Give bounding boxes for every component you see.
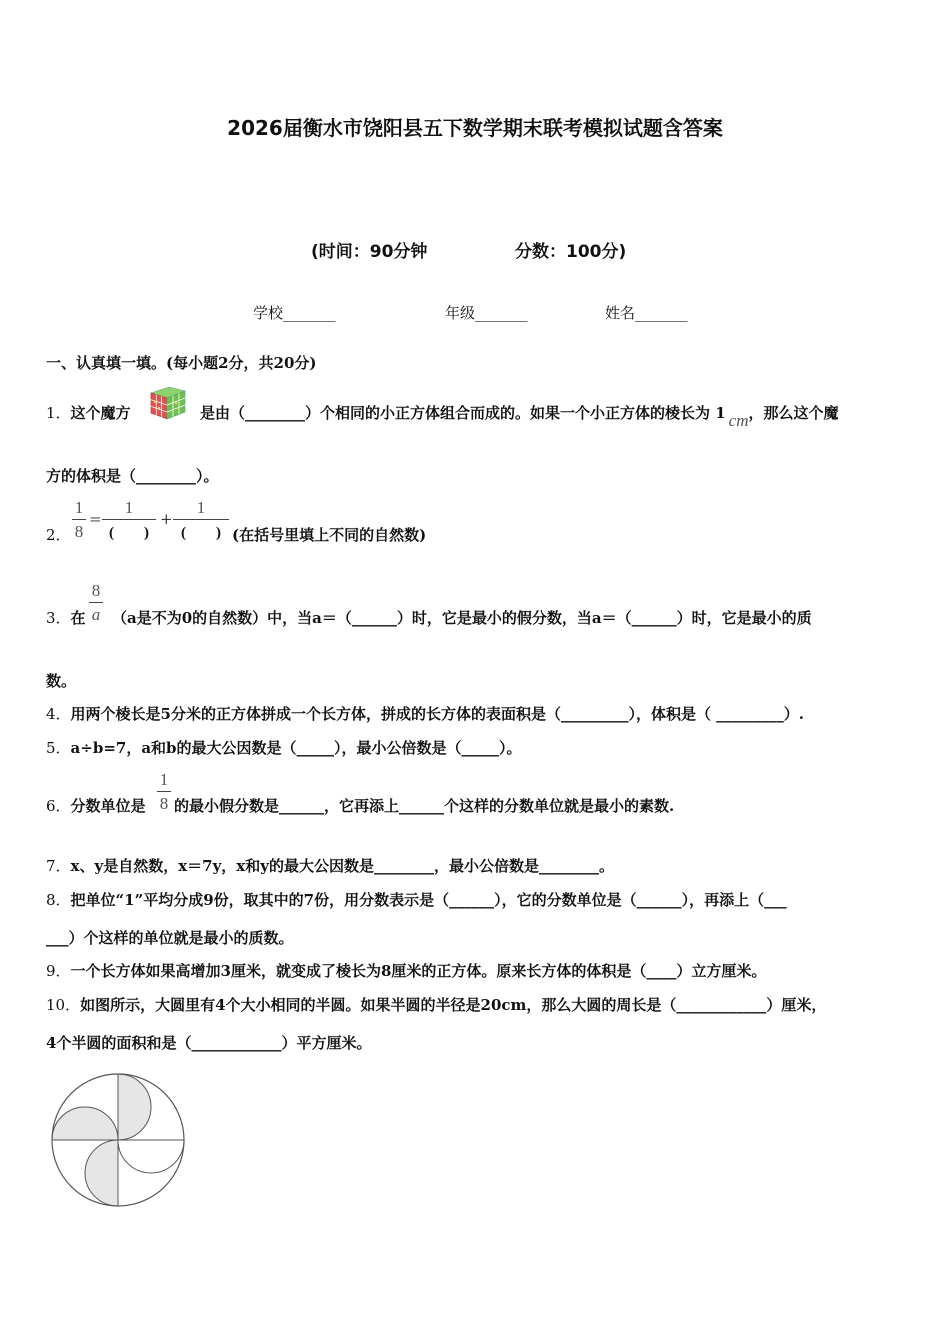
q6-line-start bbox=[46, 795, 146, 816]
q1-text-a: 这个魔方 bbox=[70, 404, 131, 422]
q4-line bbox=[46, 703, 804, 724]
section-heading: 一、认真填一填。(每小题2分，共20分) bbox=[46, 354, 317, 372]
q2-f3-numerator: 1 bbox=[196, 498, 206, 517]
q4-number: 4． bbox=[46, 705, 71, 723]
q1-unit: cm bbox=[728, 411, 749, 430]
page-title: 2026届衡水市饶阳县五下数学期末联考模拟试题含答案 bbox=[227, 116, 723, 140]
q2-f1-denominator: 8 bbox=[74, 522, 84, 541]
q6-number: 6． bbox=[46, 797, 71, 815]
q6-denominator: 8 bbox=[159, 794, 169, 813]
q6-numerator: 1 bbox=[159, 770, 169, 789]
q5-text: a÷b=7，a和b的最大公因数是（_____），最小公倍数是（_____）。 bbox=[70, 739, 522, 757]
q2-fraction-2 bbox=[102, 499, 156, 541]
q6-text-b: 的最小假分数是______，它再添上______个这样的分数单位就是最小的素数. bbox=[174, 797, 675, 815]
school-field: 学校_______ bbox=[253, 304, 336, 322]
q3-number: 3． bbox=[46, 609, 71, 627]
q3-line1-start bbox=[46, 607, 86, 628]
q2-f2-denominator: ( ) bbox=[109, 525, 149, 541]
q6-text-a: 分数单位是 bbox=[70, 797, 146, 815]
q2-f2-numerator: 1 bbox=[124, 498, 134, 517]
q8-text-a: 把单位“1”平均分成9份，取其中的7份，用分数表示是（______），它的分数单位是（______），再添上（___ bbox=[70, 891, 787, 909]
q2-fraction-3 bbox=[173, 499, 229, 541]
q1-number: 1． bbox=[46, 404, 71, 422]
q1-line2: 方的体积是（________）。 bbox=[46, 467, 219, 485]
q3-denominator: a bbox=[91, 605, 101, 624]
rubiks-cube-image bbox=[147, 381, 189, 423]
q1-text-b: 是由（________）个相同的小正方体组合而成的。如果一个小正方体的棱长为 1 bbox=[200, 404, 726, 422]
q7-line bbox=[46, 855, 614, 876]
q2-number: 2． bbox=[46, 526, 71, 544]
name-field: 姓名_______ bbox=[605, 304, 688, 322]
q6-fraction bbox=[157, 771, 171, 812]
q1-line1-cont bbox=[200, 402, 839, 430]
q9-line bbox=[46, 960, 766, 981]
q3-numerator: 8 bbox=[91, 581, 101, 600]
q5-number: 5． bbox=[46, 739, 71, 757]
q2-instruction: (在括号里填上不同的自然数) bbox=[232, 526, 427, 544]
q2-fraction-1 bbox=[72, 499, 86, 540]
half-circle-right bbox=[118, 1140, 184, 1173]
q2-f3-denominator: ( ) bbox=[181, 525, 221, 541]
q8-number: 8． bbox=[46, 891, 71, 909]
q8-line2: ___）个这样的单位就是最小的质数。 bbox=[46, 929, 294, 947]
q9-number: 9． bbox=[46, 962, 71, 980]
circle-figure bbox=[49, 1071, 187, 1209]
q2-equals: = bbox=[89, 510, 102, 528]
q10-number: 10． bbox=[46, 996, 81, 1014]
q2-plus: + bbox=[160, 510, 173, 528]
q3-text-a: 在 bbox=[70, 609, 86, 627]
half-circle-left bbox=[52, 1107, 118, 1140]
q8-line1 bbox=[46, 889, 787, 910]
q1-text-c: ，那么这个魔 bbox=[748, 404, 839, 422]
q3-text-b: （a是不为0的自然数）中，当a＝（______）时，它是最小的假分数，当a＝（______）时，它是最小的质 bbox=[112, 609, 812, 627]
q2-f1-numerator: 1 bbox=[74, 498, 84, 517]
exam-time: (时间：90分钟 bbox=[311, 242, 428, 262]
half-circle-bottom bbox=[85, 1140, 118, 1206]
q10-text-a: 如图所示，大圆里有4个大小相同的半圆。如果半圆的半径是20cm，那么大圆的周长是（____________）厘米， bbox=[80, 996, 827, 1014]
q3-line2: 数。 bbox=[46, 672, 77, 690]
grade-field: 年级_______ bbox=[445, 304, 528, 322]
q7-text: x、y是自然数，x＝7y，x和y的最大公因数是________，最小公倍数是________。 bbox=[70, 857, 614, 875]
q10-line2: 4个半圆的面积和是（____________）平方厘米。 bbox=[46, 1034, 372, 1052]
q4-text: 用两个棱长是5分米的正方体拼成一个长方体，拼成的长方体的表面积是（_________），体积是（ _________）. bbox=[70, 705, 804, 723]
half-circle-top bbox=[118, 1074, 151, 1140]
q5-line bbox=[46, 737, 522, 758]
q3-fraction bbox=[89, 582, 103, 623]
q7-number: 7． bbox=[46, 857, 71, 875]
exam-score: 分数：100分) bbox=[515, 242, 627, 262]
q10-line1 bbox=[46, 994, 826, 1015]
q9-text: 一个长方体如果高增加3厘米，就变成了棱长为8厘米的正方体。原来长方体的体积是（____）立方厘米。 bbox=[70, 962, 767, 980]
q1-line1 bbox=[46, 402, 131, 423]
